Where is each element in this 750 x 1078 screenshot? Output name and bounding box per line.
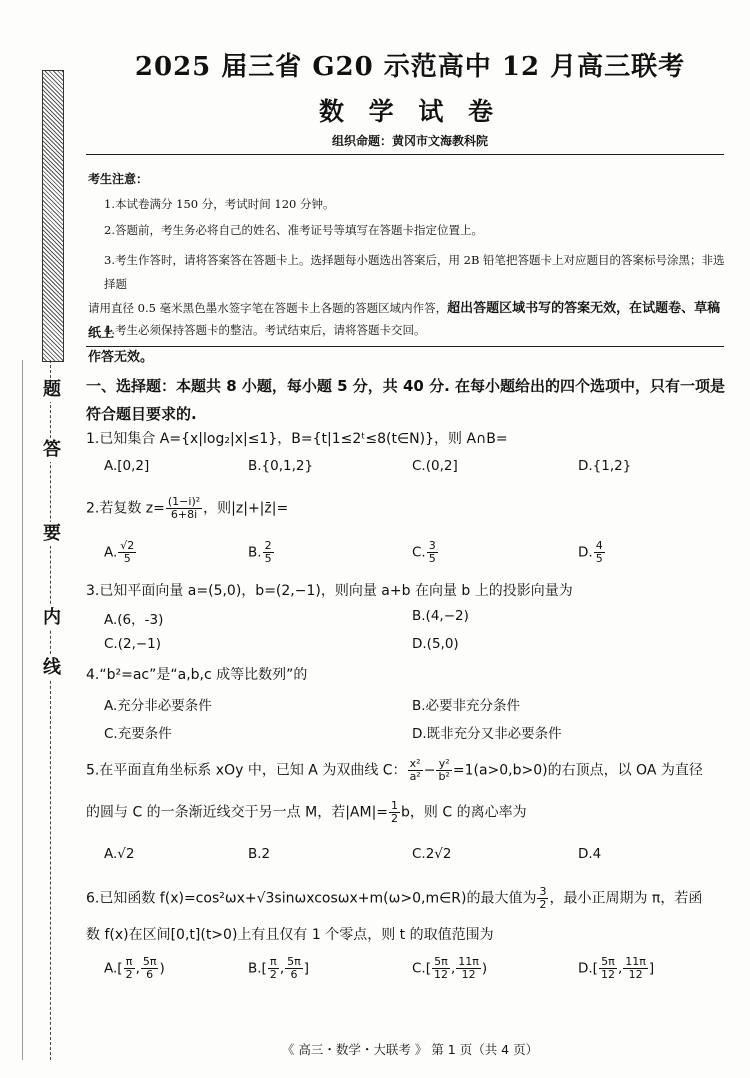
fraction-num: x² (408, 758, 423, 771)
fraction-num: π (268, 956, 279, 969)
question-6-line2: 数 f(x)在区间[0,t](t>0)上有且仅有 1 个零点，则 t 的取值范围为 (86, 927, 494, 943)
option-fraction (427, 540, 438, 565)
fraction-num: y² (436, 758, 451, 771)
fraction-den: 2 (391, 812, 399, 826)
q6-option-d (578, 956, 654, 981)
option-fraction (268, 956, 279, 981)
option-label: C. (412, 544, 426, 561)
option-close: ) (159, 960, 165, 977)
option-sep: , (450, 960, 456, 977)
fraction-num: √2 (120, 539, 135, 552)
option-fraction (432, 956, 450, 981)
q6-option-a (104, 956, 165, 981)
q4-option-d: D.既非充分又非必要条件 (412, 726, 562, 742)
q1-option-a: A.[0,2] (104, 458, 150, 474)
option-fraction (599, 956, 617, 981)
fraction-num: 5π (432, 956, 450, 969)
fraction-num: π (124, 956, 135, 969)
option-label: B. (248, 544, 262, 561)
option-label: A.[ (104, 960, 123, 977)
fraction-den: b² (438, 770, 450, 784)
question-2-stem (86, 496, 726, 521)
section-heading: 一、选择题：本题共 8 小题，每小题 5 分，共 40 分. 在每小题给出的四个选项中，只有一项是符合题目要求的. (86, 377, 726, 423)
fraction-num: 1 (391, 799, 399, 812)
question-1-stem: 1.已知集合 A={x|log₂|x|≤1}，B={t|1≤2ᵗ≤8(t∈N)}，则 A∩B= (86, 431, 508, 447)
binding-edge-line (22, 360, 23, 1060)
option-fraction (263, 540, 274, 565)
q1-option-c: C.(0,2] (412, 458, 458, 474)
fraction-den: 5 (595, 552, 603, 566)
header-divider (86, 154, 724, 155)
fraction-num: 11π (458, 955, 479, 968)
option-fraction (594, 540, 605, 565)
exam-title: 2025 届三省 G20 示范高中 12 月高三联考 (134, 52, 686, 82)
fraction-num: 3 (539, 885, 547, 898)
note-text: 3.考生作答时，请将答案答在答题卡上。选择题每小题选出答案后，用 2B 铅笔把答题卡上对应题目的答案标号涂黑；非选择题 (104, 253, 725, 291)
q4-option-a: A.充分非必要条件 (104, 698, 212, 714)
binding-hatch (42, 70, 64, 362)
question-3-stem: 3.已知平面向量 a=(5,0)，b=(2,−1)，则向量 a+b 在向量 b 上的投影向量为 (86, 583, 573, 599)
fraction-num: 11π (625, 955, 646, 968)
q5-option-d: D.4 (578, 846, 602, 862)
fraction-den: 12 (433, 968, 448, 982)
q1-option-d: D.{1,2} (578, 458, 632, 474)
note-item: 2.答题前，考生务必将自己的姓名、准考证号等填写在答题卡指定位置上。 (104, 223, 483, 237)
q5-fraction-y (436, 758, 451, 783)
option-label: D. (578, 544, 593, 561)
note-item: 1.本试卷满分 150 分，考试时间 120 分钟。 (104, 197, 335, 211)
option-fraction (124, 956, 135, 981)
q5-fraction-x (408, 758, 423, 783)
fraction-den: 5 (428, 552, 436, 566)
binding-char: 要 (40, 522, 64, 546)
fraction-den: 5 (123, 552, 131, 566)
binding-char: 内 (40, 606, 64, 630)
option-label: B.[ (248, 960, 267, 977)
q3-option-a: A.(6，-3) (104, 612, 164, 628)
fraction-num: 4 (595, 539, 603, 552)
fraction-den: 12 (628, 968, 643, 982)
q5-line2-pre: 的圆与 C 的一条渐近线交于另一点 M，若|AM|= (86, 804, 389, 821)
question-4-stem: 4.“b²=ac”是“a,b,c 成等比数列”的 (86, 667, 308, 683)
fraction-den: 5 (264, 552, 272, 566)
fraction-num: 5π (142, 955, 157, 968)
note-emphasis: 作答无效。 (88, 350, 154, 365)
q2-stem-pre: 2.若复数 z= (86, 500, 165, 517)
binding-char: 答 (40, 438, 64, 462)
q2-option-a (104, 540, 137, 565)
binding-char: 题 (40, 378, 64, 402)
q4-option-c: C.充要条件 (104, 726, 172, 742)
question-5-stem (86, 758, 726, 783)
option-close: ) (481, 960, 488, 977)
exam-subject: 数 学 试 卷 (318, 97, 502, 126)
option-close: ] (648, 960, 655, 977)
q5-option-c: C.2√2 (412, 846, 452, 862)
fraction-den: 12 (461, 968, 476, 982)
option-close: ] (303, 960, 310, 977)
option-label: C.[ (412, 960, 431, 977)
notes-title: 考生注意： (88, 172, 149, 186)
option-fraction (118, 540, 136, 565)
q5-fraction-half (389, 800, 400, 825)
q6-option-b (248, 956, 309, 981)
exam-organizer: 组织命题：黄冈市文海教科院 (331, 134, 488, 148)
q5-option-b: B.2 (248, 846, 271, 862)
option-sep: , (135, 960, 140, 977)
q2-fraction-num: (1−i)² (167, 495, 201, 508)
q2-option-b (248, 540, 275, 565)
q2-option-c (412, 540, 439, 565)
q6-stem-pre: 6.已知函数 f(x)=cos²ωx+√3sinωxcosωx+m(ω>0,m∈R)的最大值为 (86, 890, 537, 907)
notes-divider (86, 346, 724, 347)
q1-option-b: B.{0,1,2} (248, 458, 314, 474)
q5-line2-post: b，则 C 的离心率为 (401, 804, 527, 821)
question-5-line2 (86, 800, 726, 825)
q5-option-a: A.√2 (104, 846, 135, 862)
question-6-stem (86, 886, 726, 911)
option-fraction (456, 956, 481, 981)
note-item: 4.考生必须保持答题卡的整洁。考试结束后，请将答题卡交回。 (104, 323, 426, 337)
binding-strip (0, 0, 78, 1078)
q5-stem-pre: 5.在平面直角坐标系 xOy 中，已知 A 为双曲线 C： (86, 762, 407, 779)
fraction-num: 5π (287, 955, 301, 968)
q3-option-d: D.(5,0) (412, 636, 459, 652)
note-emphasis: 超出答题区域书写的答案无效，在试题卷、草稿纸上 (88, 301, 721, 341)
fraction-den: 2 (269, 968, 277, 982)
fraction-num: 5π (599, 956, 617, 969)
option-label: D.[ (578, 960, 598, 977)
option-fraction (285, 956, 303, 981)
fraction-num: 2 (264, 539, 272, 552)
fraction-den: 6 (290, 968, 298, 982)
fraction-num: 3 (428, 539, 436, 552)
q5-stem-post: =1(a>0,b>0)的右顶点，以 OA 为直径 (452, 762, 703, 779)
option-label: A. (104, 544, 118, 561)
fraction-den: 2 (539, 898, 547, 912)
q2-fraction-den: 6+8i (170, 508, 198, 522)
q2-stem-post: ，则|z|+|z̄|= (203, 500, 289, 517)
q6-option-c (412, 956, 487, 981)
q3-option-b: B.(4,−2) (412, 608, 469, 624)
note-text: 请用直径 0.5 毫米黑色墨水签字笔在答题卡上各题的答题区域内作答， (88, 301, 448, 315)
q6-fraction-max (537, 886, 548, 911)
q3-option-c: C.(2,−1) (104, 636, 162, 652)
binding-char: 线 (40, 656, 64, 680)
q2-fraction (166, 496, 202, 521)
note-item (88, 248, 726, 370)
fraction-den: 12 (600, 968, 615, 982)
fraction-den: 6 (146, 968, 154, 982)
q2-option-d (578, 540, 606, 565)
binding-warning (40, 368, 64, 680)
q6-stem-post: ，最小正周期为 π，若函 (549, 890, 703, 907)
option-sep: , (617, 960, 623, 977)
q5-minus: − (423, 762, 436, 779)
q4-option-b: B.必要非充分条件 (412, 698, 521, 714)
option-sep: , (279, 960, 285, 977)
option-fraction (141, 956, 159, 981)
fraction-den: 2 (125, 968, 133, 982)
fraction-den: a² (409, 770, 421, 784)
option-fraction (623, 956, 648, 981)
page-footer: 《 高三・数学・大联考 》 第 1 页（共 4 页） (281, 1042, 539, 1057)
